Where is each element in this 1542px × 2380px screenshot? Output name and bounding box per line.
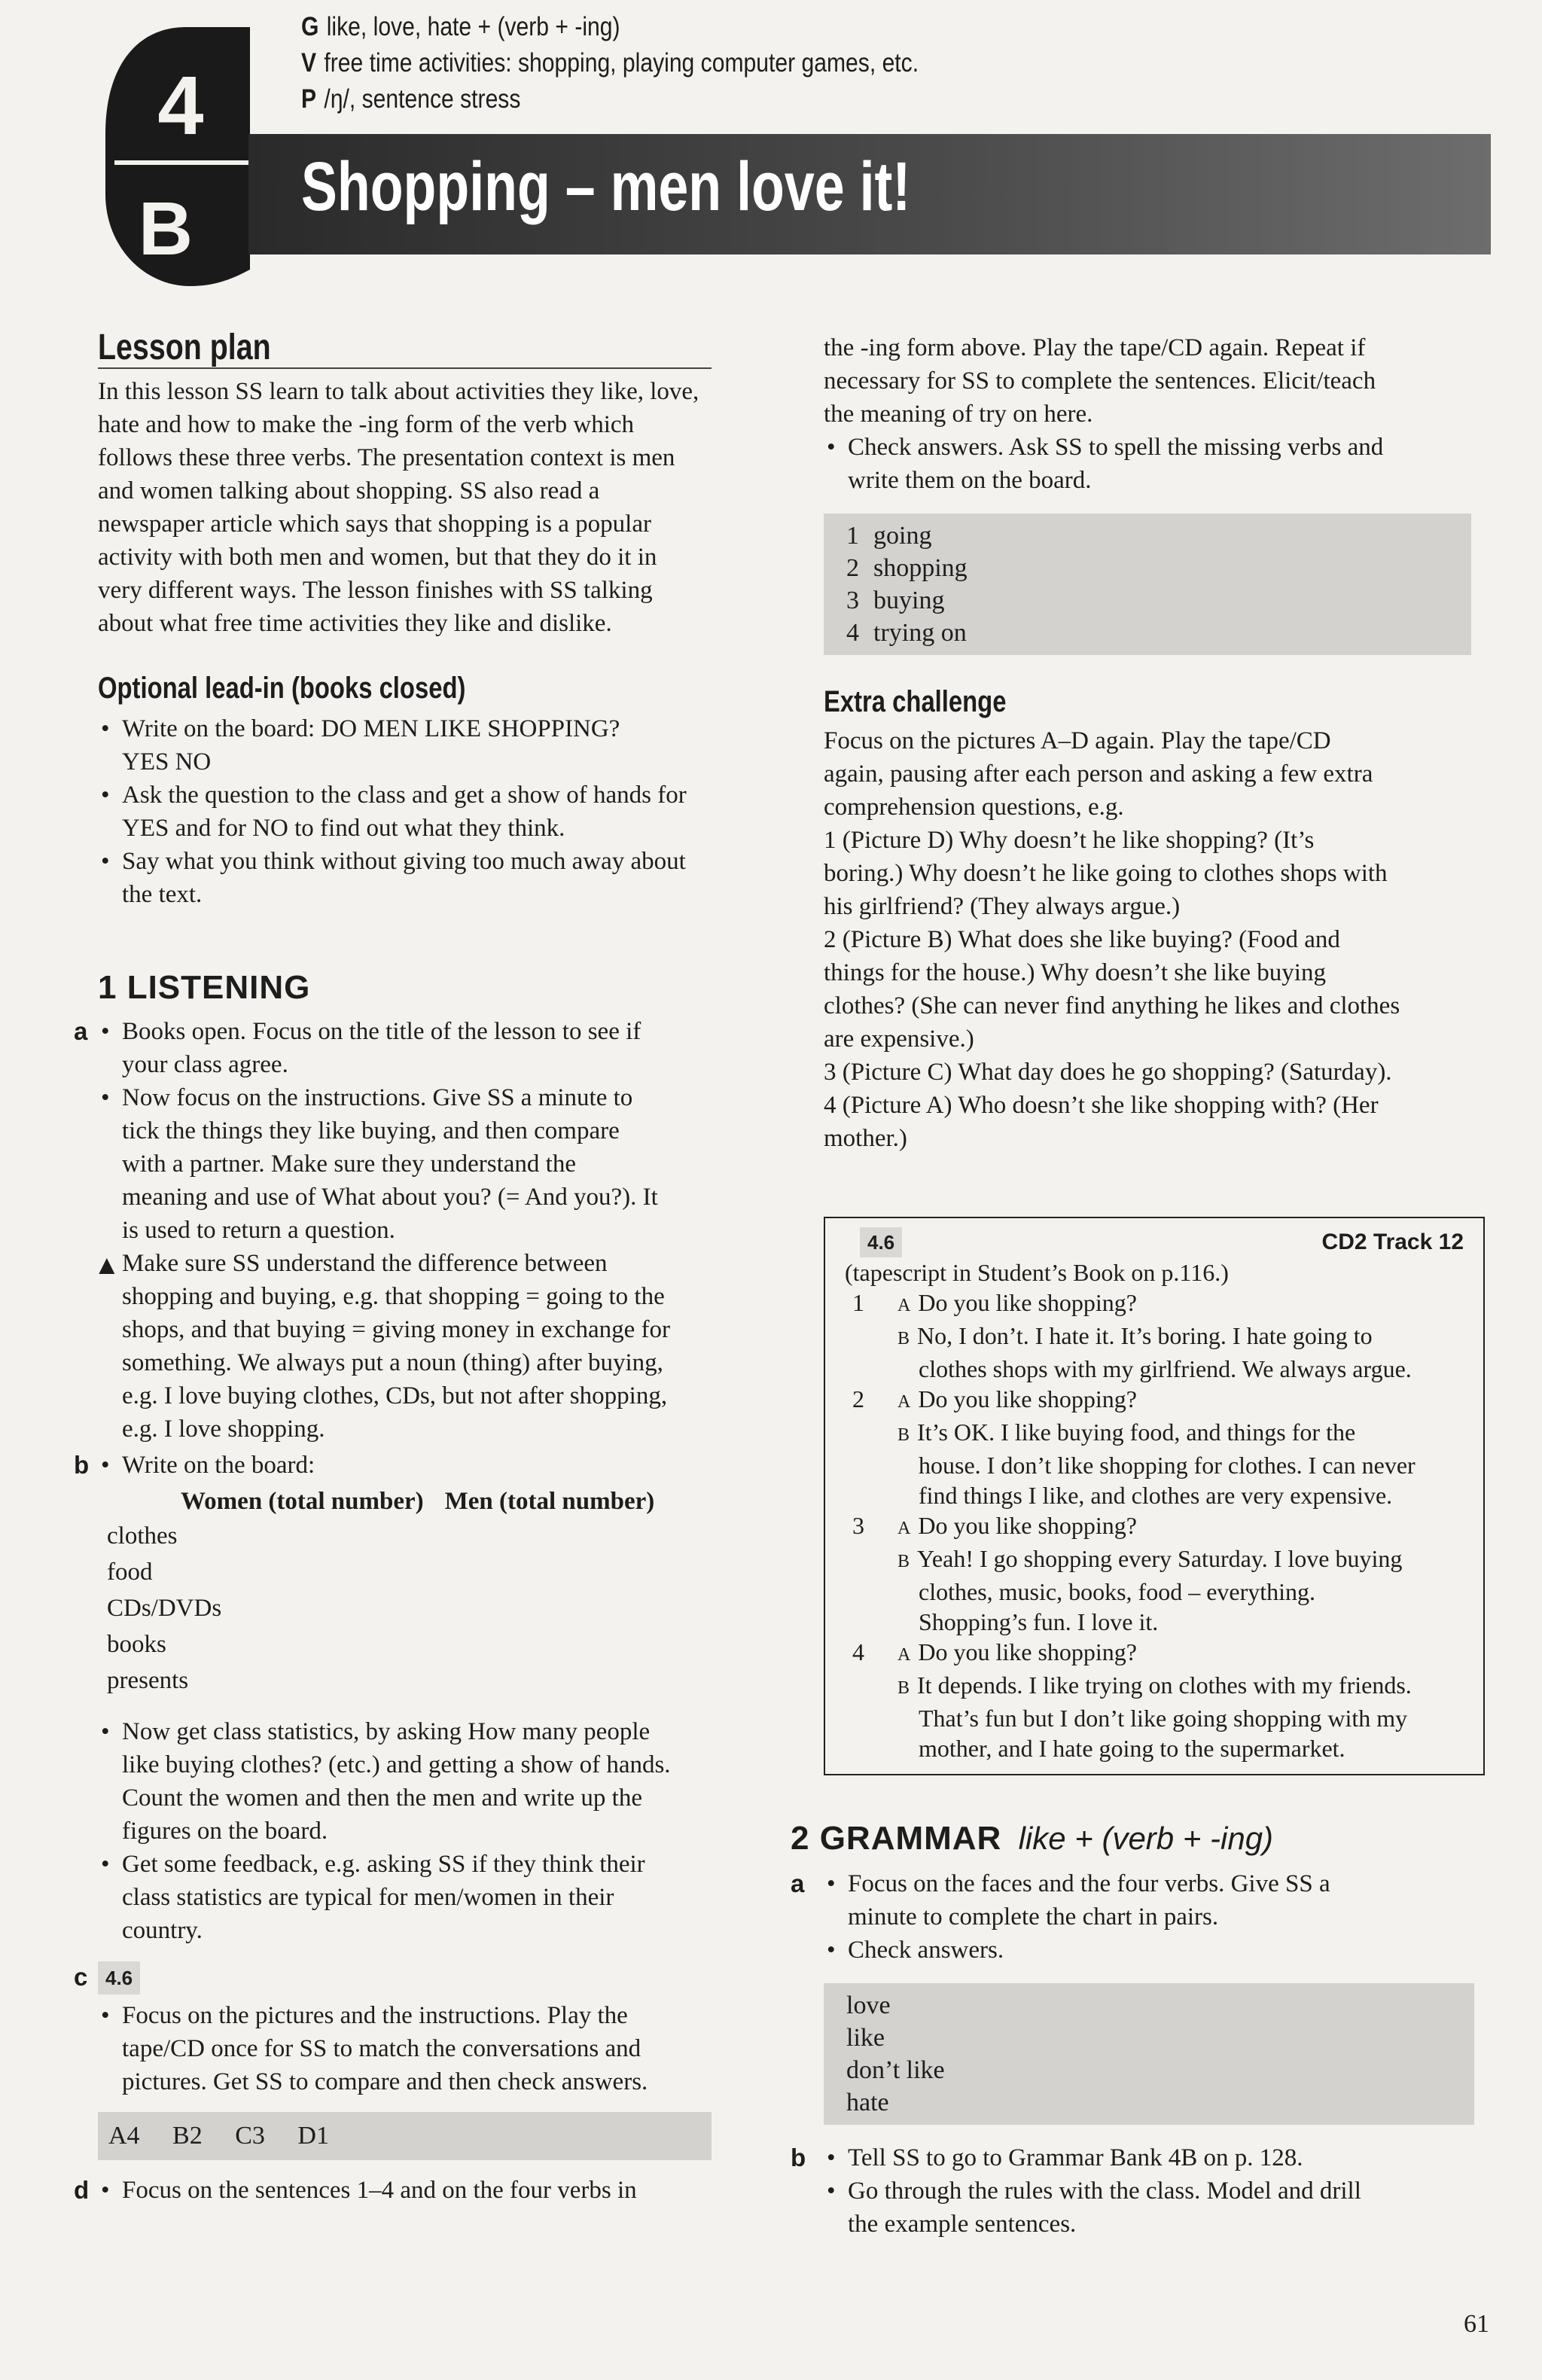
tapescript-item: 4 A Do you like shopping? B It depends. I like trying on clothes with my friends. That’s fun but I don’t like going shopping with my mother, and I hate going to the supermarket. (852, 1638, 1412, 1762)
audio-track-badge: 4.6 (860, 1227, 902, 1257)
exercise-d-label: d (74, 2176, 90, 2204)
extra-challenge-section (824, 685, 1471, 1155)
listening-heading: 1 LISTENING (98, 969, 311, 1006)
listening-c-answers: A4 B2 C3 D1 (98, 2112, 712, 2160)
header-pronunciation-line: P /ŋ/, sentence stress (301, 84, 521, 114)
tapescript-item: 3 A Do you like shopping? B Yeah! I go shopping every Saturday. I love buying clothes, music, books, food – everything. Shopping’s fun. I love it. (852, 1512, 1403, 1635)
lead-in-heading: Optional lead-in (books closed) (98, 672, 466, 705)
extra-challenge-text: Focus on the pictures A–D again. Play the tape/CD again, pausing after each person and asking a few extra comprehension questions, e.g. 1 (Picture D) Why doesn’t he like shopping? (It’s boring.) Why doesn’t he like going to clothes shops with his girlfriend? (They always argue.) 2 (Picture B) What does she like buying? (Food and things for the house.) Why doesn’t she like buying clothes? (She can never find anything he likes and clothes are expensive.) 3 (Picture C) What day does he go shopping? (Saturday). 4 (Picture A) Who doesn’t she like shopping with? (Her mother.) (824, 727, 1400, 1152)
grammar-a-bullet: • Check answers. (824, 1934, 1471, 1967)
statistics-table (98, 1518, 712, 1699)
exercise-c-label: c (74, 1963, 88, 1991)
lead-in-bullet: • Write on the board: DO MEN LIKE SHOPPING? YES NO (98, 712, 712, 779)
table-row: clothes (107, 1522, 178, 1550)
divider (98, 367, 712, 369)
audio-track-badge: 4.6 (98, 1961, 140, 1995)
tapescript-item: 2 A Do you like shopping? B It’s OK. I like buying food, and things for the house. I don’t like shopping for clothes. I can never find things I like, and clothes are very expensive. (852, 1385, 1416, 1509)
grammar-b-bullet: • Go through the rules with the class. Model and drill the example sentences. (824, 2174, 1471, 2241)
exercise-b-label: b (791, 2144, 806, 2171)
listening-d-bullet: • Focus on the sentences 1–4 and on the four verbs in (98, 2174, 712, 2207)
header-vocabulary-line: V free time activities: shopping, playing computer games, etc. (301, 48, 919, 78)
answer-item: 1 going (846, 522, 932, 550)
listening-b-intro: • Write on the board: (98, 1449, 712, 1482)
table-row: presents (107, 1667, 189, 1694)
lead-in-section (98, 672, 712, 911)
warning-icon: ▲ (93, 1249, 120, 1280)
lesson-plan-section (98, 328, 712, 640)
lead-in-bullet: • Ask the question to the class and get a show of hands for YES and for NO to find out what they think. (98, 779, 712, 845)
statistics-table-header: Women (total number) Men (total number) (181, 1488, 655, 1515)
grammar-heading: 2 GRAMMAR like + (verb + -ing) (791, 1820, 1274, 1857)
lesson-letter: B (138, 187, 194, 271)
warning-note: ▲ Make sure SS understand the difference between shopping and buying, e.g. that shopping = going to the shops, and that buying = giving money in exchange for something. We always put a noun (thing) after buying, e.g. I love buying clothes, CDs, but not after shopping, e.g. I love shopping. (93, 1249, 670, 1443)
tapescript-box (824, 1217, 1485, 1775)
listening-b-bullet: • Get some feedback, e.g. asking SS if they think their class statistics are typical for men/women in their country. (98, 1848, 712, 1947)
lesson-title: Shopping – men love it! (301, 148, 911, 225)
exercise-a-label: a (74, 1017, 88, 1045)
lead-in-bullet: • Say what you think without giving too much away about the text. (98, 845, 712, 911)
lesson-plan-heading: Lesson plan (98, 328, 271, 367)
exercise-b-label: b (74, 1451, 90, 1479)
answer-item: 3 buying (846, 587, 945, 614)
unit-number-badge (99, 21, 273, 292)
listening-section (74, 969, 712, 2207)
table-row: food (107, 1559, 153, 1586)
listening-a-bullet: • Now focus on the instructions. Give SS a minute to tick the things they like buying, and then compare with a partner. Make sure they understand the meaning and use of What about you? (= And you?). It is used to return a question. (98, 1081, 712, 1247)
exercise-a-label: a (791, 1870, 805, 1897)
cd-track-label: CD2 Track 12 (1321, 1230, 1464, 1254)
check-answers-bullet: • Check answers. Ask SS to spell the missing verbs and write them on the board. (824, 431, 1471, 497)
grammar-b-bullet: • Tell SS to go to Grammar Bank 4B on p. 128. (824, 2141, 1471, 2174)
table-row: CDs/DVDs (107, 1595, 222, 1622)
tapescript-item: 1 A Do you like shopping? B No, I don’t. I hate it. It’s boring. I hate going to clothes shops with my girlfriend. We always argue. (852, 1289, 1412, 1382)
lesson-plan-text: In this lesson SS learn to talk about activities they like, love, hate and how to make the -ing form of the verb which follows these three verbs. The presentation context is men and women talking about shopping. SS also read a newspaper article which says that shopping is a popular activity with both men and women, but that they do it in very different ways. The lesson finishes with SS talking about what free time activities they like and dislike. (98, 378, 699, 637)
header-grammar-line: G like, love, hate + (verb + -ing) (301, 12, 620, 41)
answer-item: 4 trying on (846, 619, 967, 647)
answers-box (824, 513, 1471, 655)
grammar-answers-box: love like don’t like hate (824, 1983, 1474, 2125)
grammar-a-bullet: • Focus on the faces and the four verbs. Give SS a minute to complete the chart in pairs. (824, 1867, 1471, 1934)
extra-challenge-heading: Extra challenge (824, 685, 1007, 718)
grammar-section (791, 1822, 1471, 2241)
unit-number: 4 (157, 59, 204, 152)
listening-c-bullet: • Focus on the pictures and the instructions. Play the tape/CD once for SS to match the conversations and pictures. Get SS to compare and then check answers. (98, 1999, 712, 2098)
continuation-section: the -ing form above. Play the tape/CD again. Repeat if necessary for SS to complete the sentences. Elicit/teach the meaning of try on here. • Check answers. Ask SS to spell the missing verbs and write them on the board. 1 going 2 shopping 3 buying 4 trying on (824, 331, 1471, 655)
page-number: 61 (1464, 2310, 1489, 2338)
listening-b-bullet: • Now get class statistics, by asking How many people like buying clothes? (etc.) and getting a show of hands. Count the women and then the men and write up the figures on the board. (98, 1715, 712, 1848)
listening-a-bullet: • Books open. Focus on the title of the lesson to see if your class agree. (98, 1015, 712, 1081)
table-row: books (107, 1631, 166, 1658)
tapescript-intro: (tapescript in Student’s Book on p.116.) (845, 1259, 1229, 1286)
answer-item: 2 shopping (846, 554, 968, 582)
